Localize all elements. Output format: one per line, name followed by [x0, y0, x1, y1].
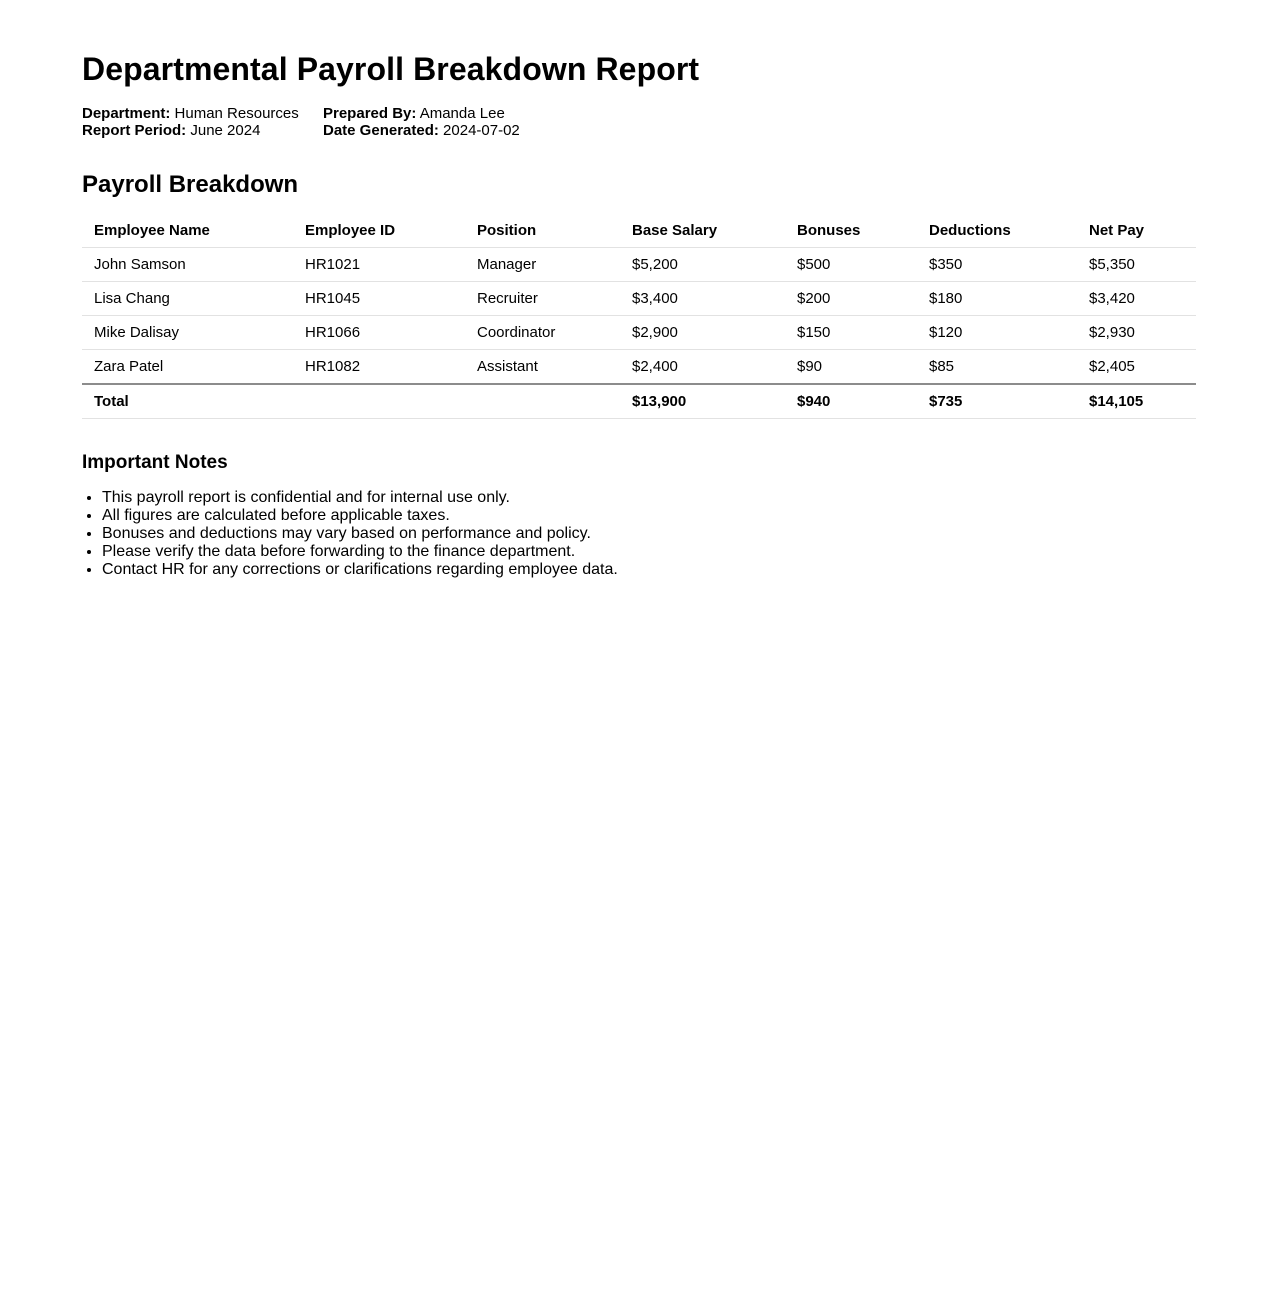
- table-cell: $85: [917, 350, 1077, 385]
- table-cell: [465, 384, 620, 419]
- table-cell: Manager: [465, 248, 620, 282]
- table-cell: [293, 384, 465, 419]
- table-cell: HR1066: [293, 316, 465, 350]
- column-header: Base Salary: [620, 214, 785, 248]
- list-item: • Please verify the data before forwarding to the finance department.: [102, 543, 618, 561]
- table-cell: $90: [785, 350, 917, 385]
- total-label: Total: [82, 384, 293, 419]
- table-cell: $200: [785, 282, 917, 316]
- meta-prepared-label: Prepared By:: [323, 105, 417, 122]
- column-header: Employee Name: [82, 214, 293, 248]
- meta-period-label: Report Period:: [82, 122, 187, 139]
- table-header-row: [82, 214, 1196, 248]
- column-header: Position: [465, 214, 620, 248]
- table-row: [82, 248, 1196, 282]
- table-cell: Coordinator: [465, 316, 620, 350]
- table-cell: Zara Patel: [82, 350, 293, 385]
- table-cell: $350: [917, 248, 1077, 282]
- meta-period: [82, 122, 299, 139]
- total-net-pay: $14,105: [1077, 384, 1196, 419]
- table-cell: $2,930: [1077, 316, 1196, 350]
- table-row: [82, 282, 1196, 316]
- table-cell: $2,405: [1077, 350, 1196, 385]
- total-row: [82, 384, 1196, 419]
- table-cell: Mike Dalisay: [82, 316, 293, 350]
- meta-generated-value: 2024-07-02: [443, 122, 520, 139]
- notes-list: [82, 489, 618, 579]
- table-cell: $5,200: [620, 248, 785, 282]
- table-cell: $120: [917, 316, 1077, 350]
- total-base-salary: $13,900: [620, 384, 785, 419]
- table-cell: $2,400: [620, 350, 785, 385]
- meta-period-value: June 2024: [190, 122, 261, 139]
- meta-generated-label: Date Generated:: [323, 122, 439, 139]
- meta-column-left: [82, 105, 299, 139]
- total-deductions: $735: [917, 384, 1077, 419]
- meta-column-right: [323, 105, 520, 139]
- total-bonuses: $940: [785, 384, 917, 419]
- column-header: Employee ID: [293, 214, 465, 248]
- table-cell: $3,420: [1077, 282, 1196, 316]
- table-cell: $2,900: [620, 316, 785, 350]
- column-header: Net Pay: [1077, 214, 1196, 248]
- table-cell: $3,400: [620, 282, 785, 316]
- meta-department-label: Department:: [82, 105, 171, 122]
- table-cell: $180: [917, 282, 1077, 316]
- payroll-heading: Payroll Breakdown: [82, 171, 299, 198]
- table-cell: John Samson: [82, 248, 293, 282]
- meta-department-value: Human Resources: [174, 105, 299, 122]
- meta-prepared-by: [323, 105, 520, 122]
- meta-date-generated: [323, 122, 520, 139]
- table-cell: $500: [785, 248, 917, 282]
- list-item: • Bonuses and deductions may vary based on performance and policy.: [102, 525, 618, 543]
- table-cell: Assistant: [465, 350, 620, 385]
- table-cell: Lisa Chang: [82, 282, 293, 316]
- table-cell: HR1082: [293, 350, 465, 385]
- report-title: Departmental Payroll Breakdown Report: [82, 51, 700, 87]
- table-cell: Recruiter: [465, 282, 620, 316]
- meta-prepared-value: Amanda Lee: [419, 105, 505, 122]
- notes-heading: Important Notes: [82, 452, 228, 473]
- column-header: Deductions: [917, 214, 1077, 248]
- meta-department: [82, 105, 299, 122]
- column-header: Bonuses: [785, 214, 917, 248]
- table-cell: HR1045: [293, 282, 465, 316]
- table-cell: $5,350: [1077, 248, 1196, 282]
- payroll-table: [82, 214, 1196, 419]
- table-row: [82, 316, 1196, 350]
- table-cell: HR1021: [293, 248, 465, 282]
- list-item: • This payroll report is confidential and for internal use only.: [102, 489, 618, 507]
- list-item: • Contact HR for any corrections or clarifications regarding employee data.: [102, 561, 618, 579]
- list-item: • All figures are calculated before applicable taxes.: [102, 507, 618, 525]
- table-cell: $150: [785, 316, 917, 350]
- table-row: [82, 350, 1196, 385]
